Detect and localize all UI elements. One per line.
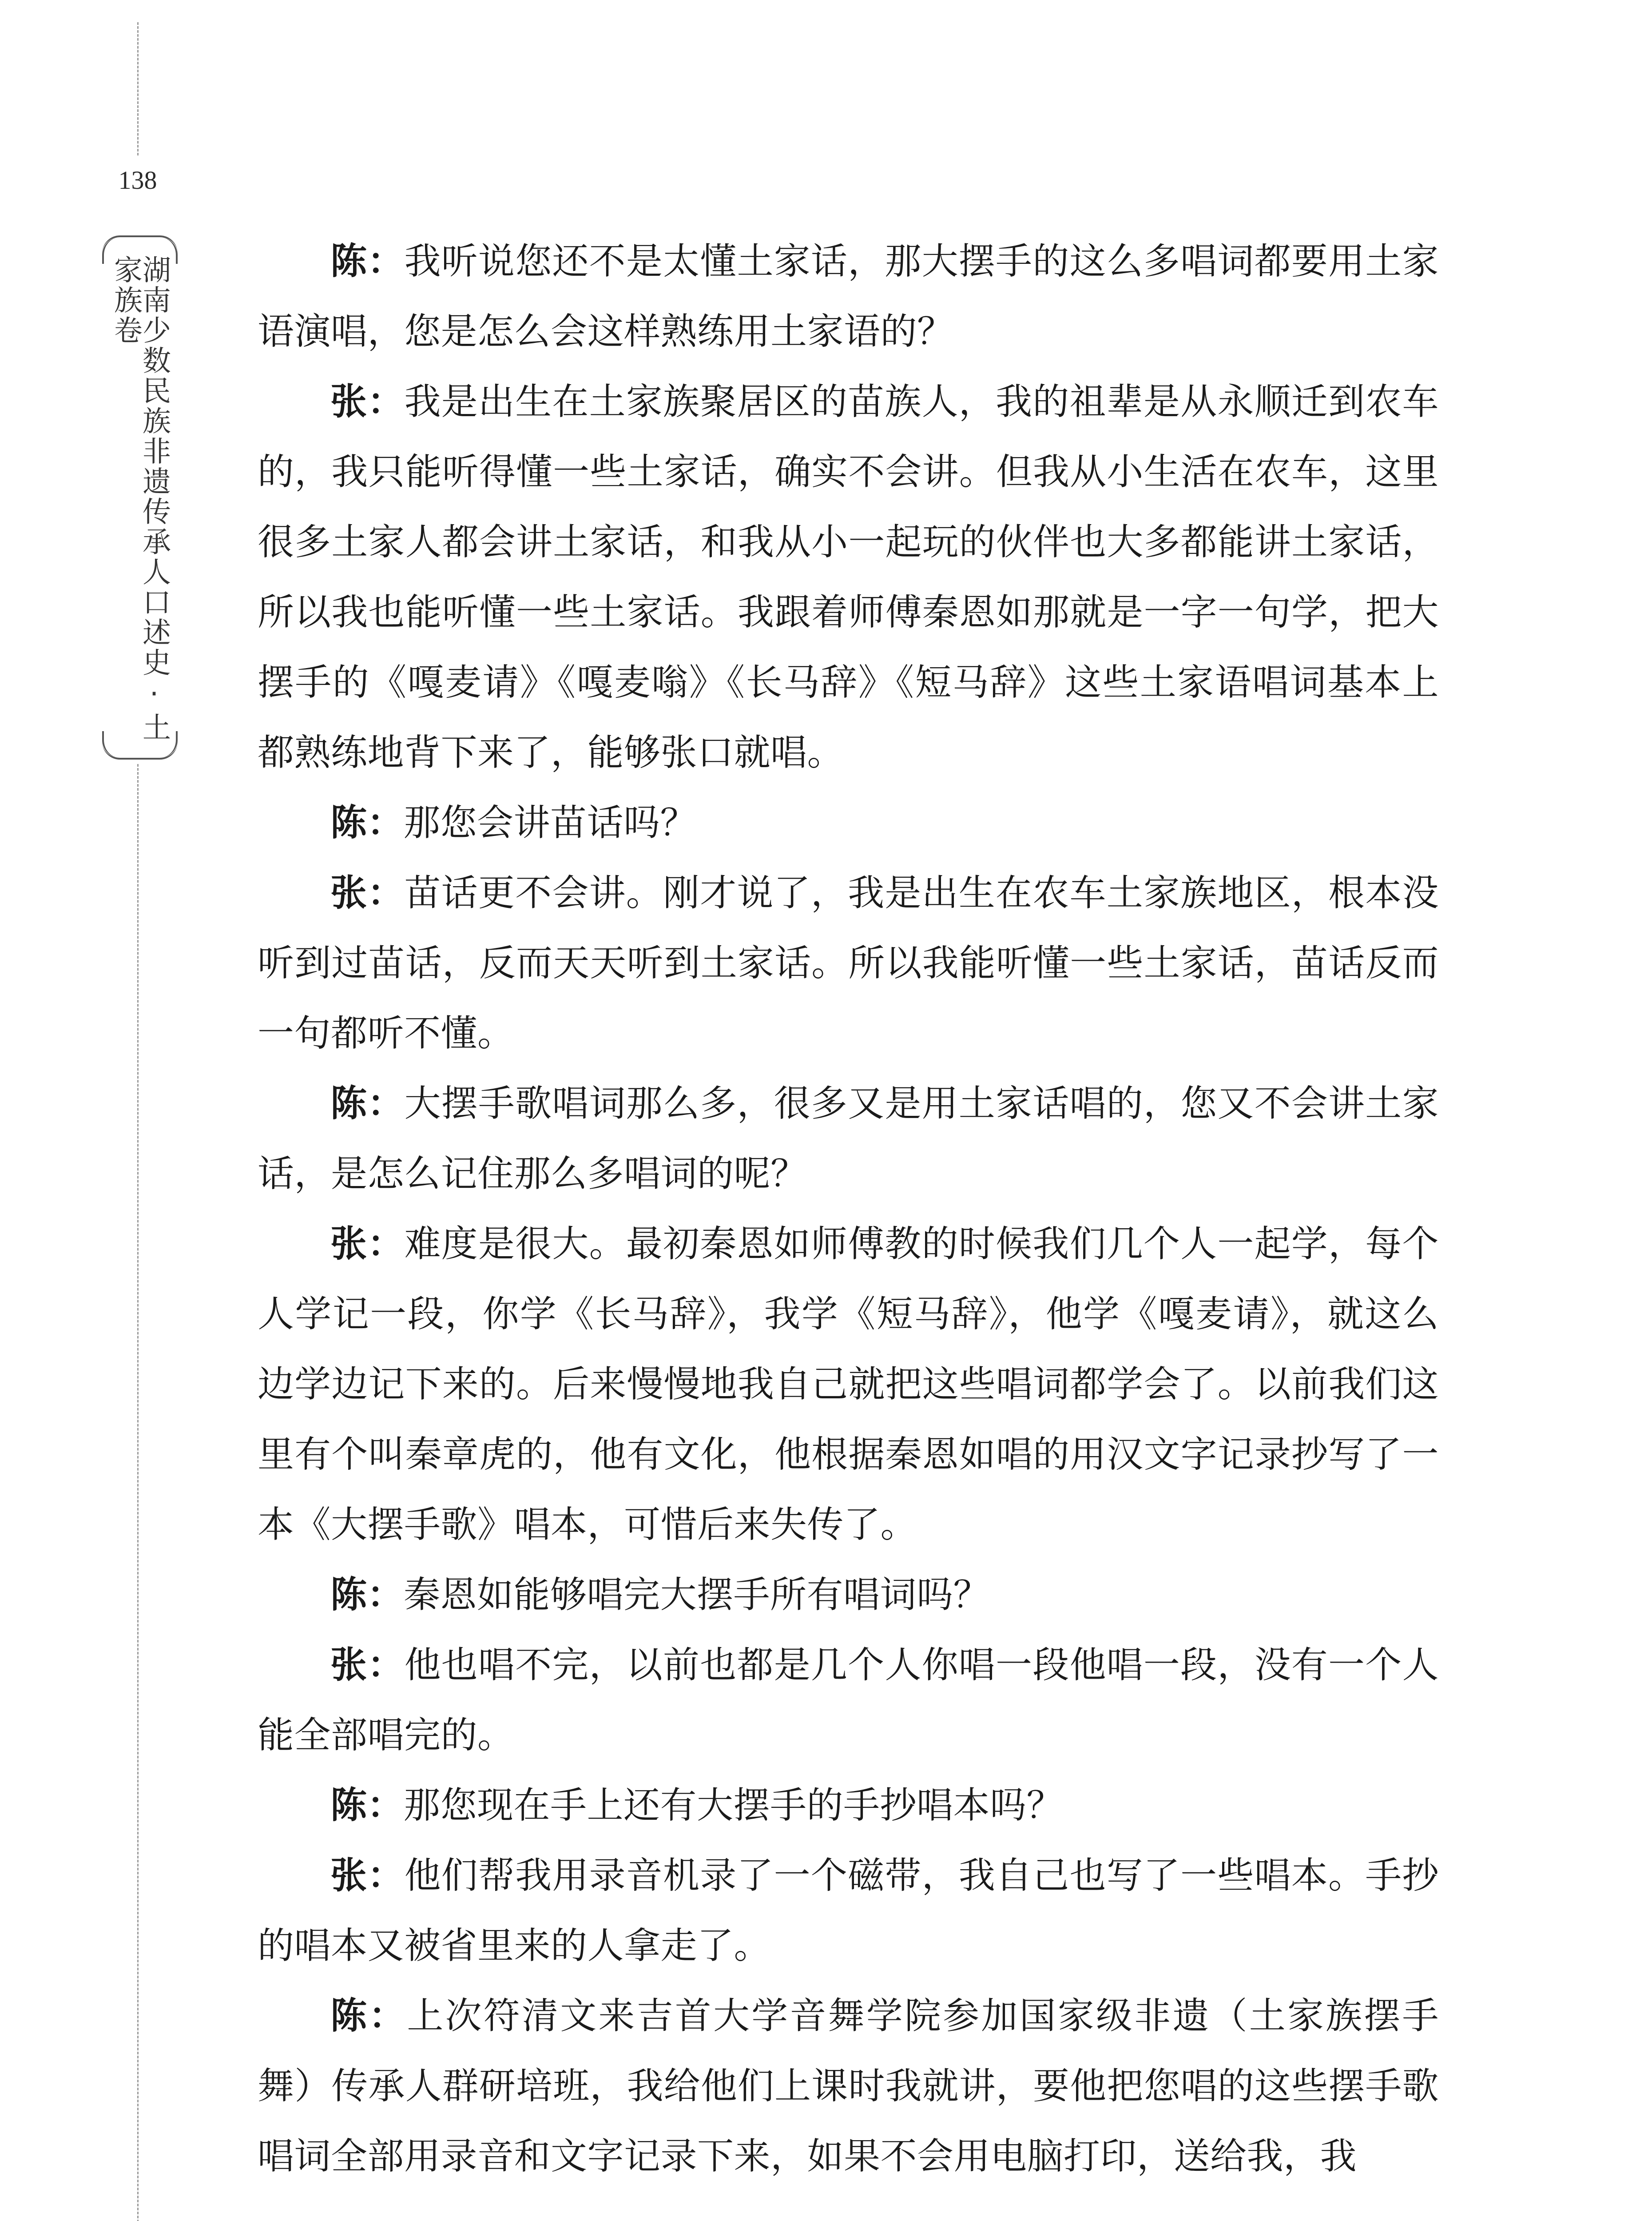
utterance-text: 秦恩如能够唱完大摆手所有唱词吗？ <box>404 1574 990 1616</box>
speaker-label: 陈： <box>330 1784 404 1827</box>
speaker-label: 陈： <box>330 802 404 844</box>
utterance-text: 他们帮我用录音机录了一个磁带，我自己也写了一些唱本。手抄的唱本又被省里来的人拿走了。 <box>258 1855 1439 1967</box>
utterance-text: 上次符清文来吉首大学音舞学院参加国家级非遗（土家族摆手舞）传承人群研培班，我给他们上课时我就讲，要他把您唱的这些摆手歌唱词全部用录音和文字记录下来，如果不会用电脑打印，送给我，我 <box>258 1995 1439 2177</box>
speaker-label: 张： <box>330 1644 405 1686</box>
dialogue-paragraph <box>258 1560 1439 1630</box>
utterance-text: 那您会讲苗话吗？ <box>404 802 697 844</box>
dialogue-paragraph <box>258 1981 1439 2192</box>
dialogue-paragraph <box>258 227 1439 367</box>
dialogue-paragraph <box>258 1209 1439 1560</box>
speaker-label: 陈： <box>330 1083 405 1125</box>
dialogue-paragraph <box>258 367 1439 788</box>
utterance-text: 他也唱不完，以前也都是几个人你唱一段他唱一段，没有一个人能全部唱完的。 <box>258 1644 1439 1756</box>
speaker-label: 陈： <box>330 1995 407 2037</box>
speaker-label: 张： <box>330 872 405 914</box>
dialogue-paragraph <box>258 788 1439 858</box>
utterance-text: 难度是很大。最初秦恩如师傅教的时候我们几个人一起学，每个人学记一段，你学《长马辞》，我学《短马辞》，他学《嘎麦请》，就这么边学边记下来的。后来慢慢地我自己就把这些唱词都学会了。以前我们这里有个叫秦章虎的，他有文化，他根据秦恩如唱的用汉文字记录抄写了一本《大摆手歌》唱本，可惜后来失传了。 <box>258 1223 1439 1546</box>
running-head-book-title: 湖南少数民族非遗传承人口述史·土家族卷 <box>102 235 178 760</box>
speaker-label: 张： <box>330 1855 405 1897</box>
margin-rule-top <box>137 22 139 155</box>
speaker-label: 陈： <box>330 240 405 283</box>
dialogue-paragraph <box>258 1771 1439 1841</box>
margin-rule-bottom <box>137 764 139 2221</box>
dialogue-paragraph <box>258 858 1439 1069</box>
utterance-text: 我听说您还不是太懂土家话，那大摆手的这么多唱词都要用土家语演唱，您是怎么会这样熟练用土家语的？ <box>258 240 1439 353</box>
dialogue-paragraph <box>258 1841 1439 1981</box>
speaker-label: 张： <box>330 1223 405 1265</box>
speaker-label: 张： <box>330 381 405 423</box>
utterance-text: 苗话更不会讲。刚才说了，我是出生在农车土家族地区，根本没听到过苗话，反而天天听到土家话。所以我能听懂一些土家话，苗话反而一句都听不懂。 <box>258 872 1439 1055</box>
utterance-text: 那您现在手上还有大摆手的手抄唱本吗？ <box>404 1784 1064 1827</box>
page-number: 138 <box>118 166 157 195</box>
dialogue-paragraph <box>258 1069 1439 1209</box>
interview-transcript <box>258 227 1439 2192</box>
utterance-text: 大摆手歌唱词那么多，很多又是用土家话唱的，您又不会讲土家话，是怎么记住那么多唱词的呢？ <box>258 1083 1439 1195</box>
utterance-text: 我是出生在土家族聚居区的苗族人，我的祖辈是从永顺迁到农车的，我只能听得懂一些土家话，确实不会讲。但我从小生活在农车，这里很多土家人都会讲土家话，和我从小一起玩的伙伴也大多都能讲土家话，所以我也能听懂一些土家话。我跟着师傅秦恩如那就是一字一句学，把大摆手的《嘎麦请》《嘎麦嗡》《长马辞》《短马辞》这些土家语唱词基本上都熟练地背下来了，能够张口就唱。 <box>258 381 1439 774</box>
dialogue-paragraph <box>258 1630 1439 1771</box>
speaker-label: 陈： <box>330 1574 404 1616</box>
